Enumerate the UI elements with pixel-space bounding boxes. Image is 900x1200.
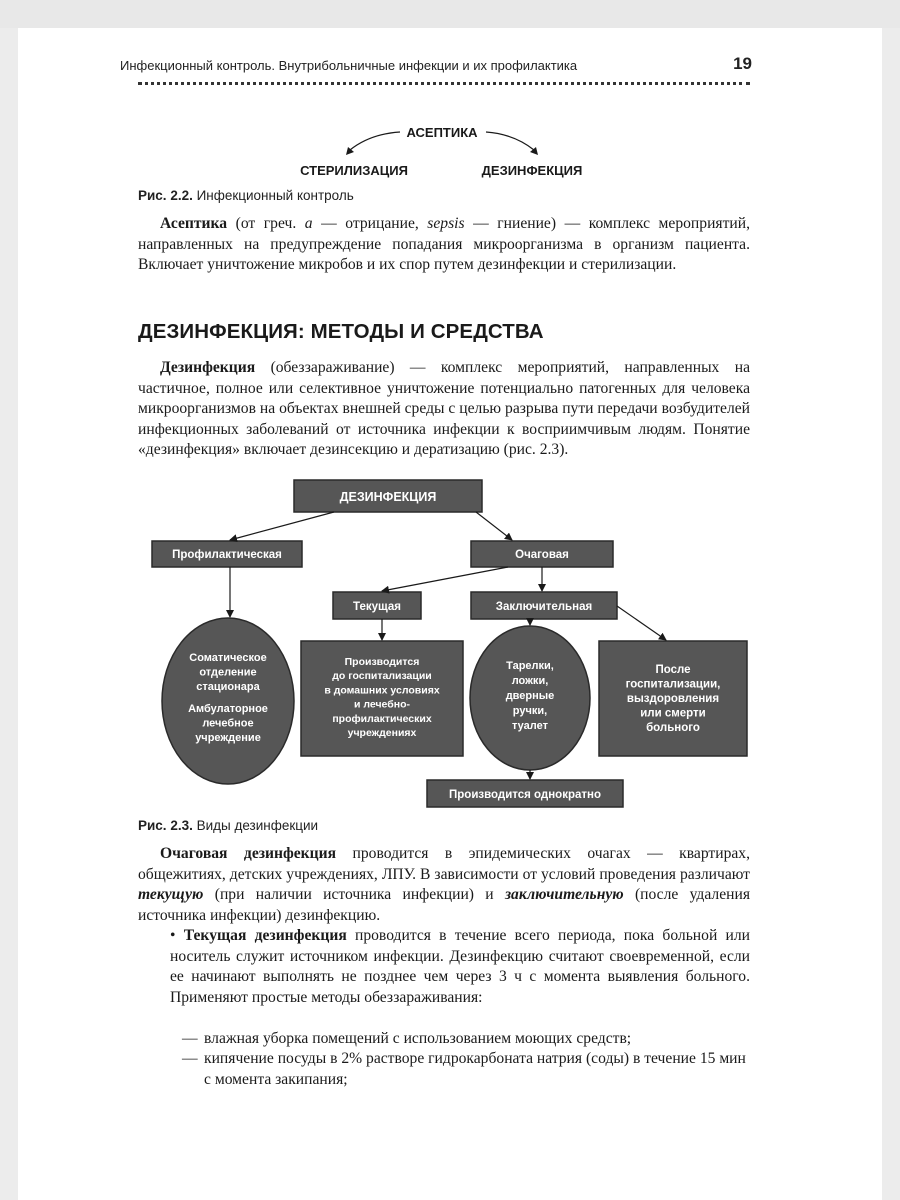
current-label: Текущая [353,601,401,613]
objects-oval-text-line-5: туалет [512,720,548,732]
bullet-text: проводится в течение всего периода, пока больной или носитель служит источником инфекции. Дезинфекцию считают своевременной, если ее начинают выполнять не позднее чем через 3 ч с момента выявления больного. Применяют простые методы обеззараживания: [170,927,750,1006]
fig22-top-label: АСЕПТИКА [406,125,478,140]
running-header [120,54,760,78]
bullet-term: Текущая дезинфекция [183,927,347,944]
running-title: Инфекционный контроль. Внутрибольничные инфекции и их профилактика [120,58,578,73]
fig22-arrow-right [486,132,534,150]
objects-oval-text-line-4: ручки, [512,705,548,717]
objects-oval-text-line-3: дверные [505,690,555,702]
somatic-oval-text-line-2: отделение [199,666,257,679]
fig22-left-label: СТЕРИЛИЗАЦИЯ [300,163,408,178]
fig23-caption-text: Виды дезинфекции [192,818,319,833]
somatic-oval-text-line-6: учреждение [195,731,261,744]
arrow-root-to-focal [476,512,512,540]
focal-current-em: текущую [138,886,204,903]
focal-text-1: проводится в эпидемических очагах — квартирах, общежитиях, детских учреждениях, ЛПУ. В зависимости от условий проведения различают [138,845,750,883]
after-hospital-text-line-1: После [655,664,691,676]
arrow-focal-to-current [382,567,508,591]
disinfection-term: Дезинфекция [160,359,256,376]
focal-text-2: (при наличии источника инфекции) и [203,886,505,903]
fig22-arrow-left [350,132,400,150]
after-hospital-text-line-3: выздоровления [626,693,720,705]
focal-text-3: (после удаления источника инфекции) дезинфекцию. [138,886,750,924]
asepsis-greek-a: а [304,215,313,232]
dash-item-2: — кипячение посуды в 2% растворе гидрокарбоната натрия (соды) в течение 15 мин с момента закипания; [182,1049,750,1090]
asepsis-term: Асептика [160,215,228,232]
arrow-final-to-after [617,606,666,640]
after-hospital-text-line-4: или смерти [640,707,706,720]
before-hospital-text-line-3: в домашних условиях [324,684,440,697]
asepsis-greek-sepsis: sepsis [427,215,465,232]
fig22-caption [138,188,354,203]
disinfection-text: (обеззараживание) — комплекс мероприятий, направленных на частичное, полное или селективное уничтожение потенциально патогенных для человека микроорганизмов на объектах внешней среды с целью разрыва пути передачи возбудителей инфекционных заболеваний от источника инфекции к восприимчивым людям. Понятие «дезинфекция» включает дезинсекцию и дератизацию (рис. 2.3). [138,359,750,458]
dash-item-1-text: влажная уборка помещений с использованием моющих средств; [204,1030,632,1047]
after-hospital-text-line-5: больного [646,722,700,734]
focal-paragraph [138,844,750,926]
dotted-divider [138,82,750,89]
figure-2-2-diagram [250,122,630,182]
current-bullet [170,926,750,1008]
focal-term: Очаговая дезинфекция [160,845,337,862]
before-hospital-text-line-5: профилактических [332,712,432,725]
somatic-oval-text-line-4: Амбулаторное [188,702,268,715]
section-heading: ДЕЗИНФЕКЦИЯ: МЕТОДЫ И СРЕДСТВА [138,320,544,343]
prophylactic-label: Профилактическая [172,549,282,561]
somatic-oval-text-line-5: лечебное [202,717,254,730]
asepsis-text-2: — отрицание, [312,215,428,232]
focal-final-em: заключительную [504,886,624,903]
dash-item-1: — влажная уборка помещений с использованием моющих средств; [182,1029,750,1050]
before-hospital-text-line-2: до госпитализации [332,670,432,683]
fig22-caption-label: Рис. 2.2. [138,188,193,203]
asepsis-text-3: — гниение) — комплекс мероприятий, направленных на предупреждение попадания микроорганизма в организм пациента. Включает уничтожение микробов и их спор путем дезинфекции и стерилизации. [138,215,750,273]
asepsis-paragraph [138,214,750,276]
after-hospital-text-line-2: госпитализации, [625,678,721,691]
before-hospital-text-line-4: и лечебно- [353,698,411,711]
somatic-oval-text-line-1: Соматическое [189,652,267,664]
bullet-mark: • [170,927,176,944]
arrow-root-to-prophylactic [230,512,334,540]
root-label: ДЕЗИНФЕКЦИЯ [339,490,437,504]
disinfection-paragraph [138,358,750,461]
before-hospital-text-line-6: учреждениях [347,727,417,739]
before-hospital-text-line-1: Производится [344,656,420,668]
fig23-caption-label: Рис. 2.3. [138,818,193,833]
fig22-caption-text: Инфекционный контроль [192,188,354,203]
somatic-oval-text-line-3: стационара [196,681,260,693]
once-label: Производится однократно [449,789,601,801]
figure-2-3-diagram [138,478,750,808]
focal-label: Очаговая [515,549,569,561]
objects-oval-text-line-2: ложки, [511,675,549,687]
final-label: Заключительная [495,601,593,613]
objects-oval-text-line-1: Тарелки, [506,660,554,672]
somatic-oval [162,618,294,784]
fig23-caption [138,818,318,833]
asepsis-text-1: (от греч. [227,215,305,232]
page-number: 19 [733,54,752,73]
dash-item-2-text: кипячение посуды в 2% растворе гидрокарбоната натрия (соды) в течение 15 мин с момента закипания; [204,1050,746,1088]
fig22-right-label: ДЕЗИНФЕКЦИЯ [481,163,583,178]
viewer-top-bar [0,0,900,28]
